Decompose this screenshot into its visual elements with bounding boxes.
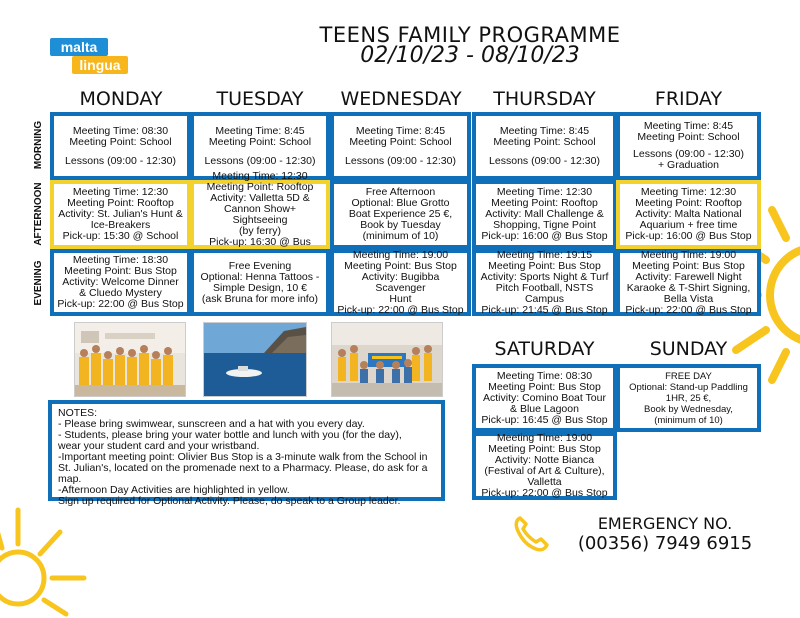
notes-line: St. Julian's, located on the promenade next to a Pharmacy. Please, do ask for a	[58, 462, 428, 474]
row-label-morning: MORNING	[33, 120, 44, 170]
cell-tuesday-evening: Free Evening Optional: Henna Tattoos - Simple Design, 10 € (ask Bruna for more info)	[190, 249, 330, 316]
cell-wednesday-morning: Meeting Time: 8:45 Meeting Point: School Lessons (09:00 - 12:30)	[330, 112, 471, 180]
photo-group-rooftop	[74, 322, 186, 397]
notes-line: -Afternoon Day Activities are highlighted in yellow.	[58, 484, 290, 496]
cell-friday-evening: Meeting Time: 19:00 Meeting Point: Bus Stop Activity: Farewell Night Karaoke & T-Shirt Signing, Bella Vista Pick-up: 22:00 @ Bus Stop	[616, 249, 761, 316]
cell-thursday-morning: Meeting Time: 8:45 Meeting Point: School Lessons (09:00 - 12:30)	[472, 112, 617, 180]
notes-line: - Students, please bring your water bottle and lunch with you (for the day),	[58, 429, 402, 441]
notes-box	[48, 400, 445, 507]
cell-wednesday-afternoon: Free Afternoon Optional: Blue Grotto Boat Experience 25 €, Book by Tuesday (minimum of 10)	[330, 180, 471, 249]
day-wednesday: WEDNESDAY	[340, 88, 462, 110]
photo-group-banner	[331, 322, 443, 397]
phone-icon	[512, 515, 550, 553]
day-friday: FRIDAY	[654, 88, 723, 110]
date-range: 02/10/23 - 08/10/23	[360, 43, 580, 68]
cell-friday-afternoon: Meeting Time: 12:30 Meeting Point: Rooftop Activity: Malta National Aquarium + free time Pick-up: 16:00 @ Bus Stop	[616, 180, 761, 249]
row-label-evening: EVENING	[33, 260, 44, 306]
notes-heading: NOTES:	[58, 407, 98, 419]
notes-line: wear your student card and your wristband.	[58, 440, 260, 452]
cell-monday-evening: Meeting Time: 18:30 Meeting Point: Bus Stop Activity: Welcome Dinner & Cluedo Mystery Pick-up: 22:00 @ Bus Stop	[50, 249, 191, 316]
emergency-block	[560, 514, 770, 554]
logo-lingua: lingua	[72, 56, 128, 74]
cell-saturday-day: Meeting Time: 08:30 Meeting Point: Bus Stop Activity: Comino Boat Tour & Blue Lagoon Pick-up: 16:45 @ Bus Stop	[472, 364, 617, 432]
notes-line: -Important meeting point: Olivier Bus Stop is a 3-minute walk from the School in	[58, 451, 428, 463]
cell-thursday-afternoon: Meeting Time: 12:30 Meeting Point: Rooftop Activity: Mall Challenge & Shopping, Tigne Point Pick-up: 16:00 @ Bus Stop	[472, 180, 617, 249]
day-monday: MONDAY	[79, 88, 163, 110]
day-sunday: SUNDAY	[649, 338, 728, 360]
notes-line: map.	[58, 473, 82, 485]
page-title: TEENS FAMILY PROGRAMME	[319, 23, 621, 47]
logo-malta: malta	[50, 38, 108, 56]
cell-tuesday-afternoon: Meeting Time: 12:30 Meeting Point: Rooftop Activity: Valletta 5D & Cannon Show+ Sightseeing (by ferry) Pick-up: 16:30 @ Bus	[190, 180, 330, 249]
emergency-number: (00356) 7949 6915	[577, 533, 753, 554]
day-saturday: SATURDAY	[494, 338, 595, 360]
day-thursday: THURSDAY	[493, 88, 596, 110]
row-label-afternoon: AFTERNOON	[33, 182, 44, 246]
cell-saturday-evening: Meeting Time: 19:00 Meeting Point: Bus Stop Activity: Notte Bianca (Festival of Art & Culture), Valletta Pick-up: 22:00 @ Bus Stop	[472, 432, 617, 500]
cell-friday-morning: Meeting Time: 8:45 Meeting Point: School Lessons (09:00 - 12:30) + Graduation	[616, 112, 761, 180]
cell-sunday: FREE DAY Optional: Stand-up Paddling 1HR, 25 €, Book by Wednesday, (minimum of 10)	[616, 364, 761, 432]
notes-line: Sign up required for Optional Activity. Please, do speak to a Group leader.	[58, 495, 401, 507]
cell-tuesday-morning: Meeting Time: 8:45 Meeting Point: School Lessons (09:00 - 12:30)	[190, 112, 330, 180]
photo-boat-sea	[203, 322, 307, 397]
emergency-label: EMERGENCY NO.	[597, 514, 733, 533]
notes-line: - Please bring swimwear, sunscreen and a hat with you every day.	[58, 418, 365, 430]
cell-monday-afternoon: Meeting Time: 12:30 Meeting Point: Rooftop Activity: St. Julian's Hunt & Ice-Breakers Pick-up: 15:30 @ School	[50, 180, 191, 249]
sun-left-icon	[0, 500, 90, 618]
cell-thursday-evening: Meeting Time: 19:15 Meeting Point: Bus Stop Activity: Sports Night & Turf Pitch Football, NSTS Campus Pick-up: 21:45 @ Bus Stop	[472, 249, 617, 316]
cell-monday-morning: Meeting Time: 08:30 Meeting Point: School Lessons (09:00 - 12:30)	[50, 112, 191, 180]
day-tuesday: TUESDAY	[216, 88, 304, 110]
cell-wednesday-evening: Meeting Time: 19:00 Meeting Point: Bus Stop Activity: Bugibba Scavenger Hunt Pick-up: 22:00 @ Bus Stop	[330, 249, 471, 316]
